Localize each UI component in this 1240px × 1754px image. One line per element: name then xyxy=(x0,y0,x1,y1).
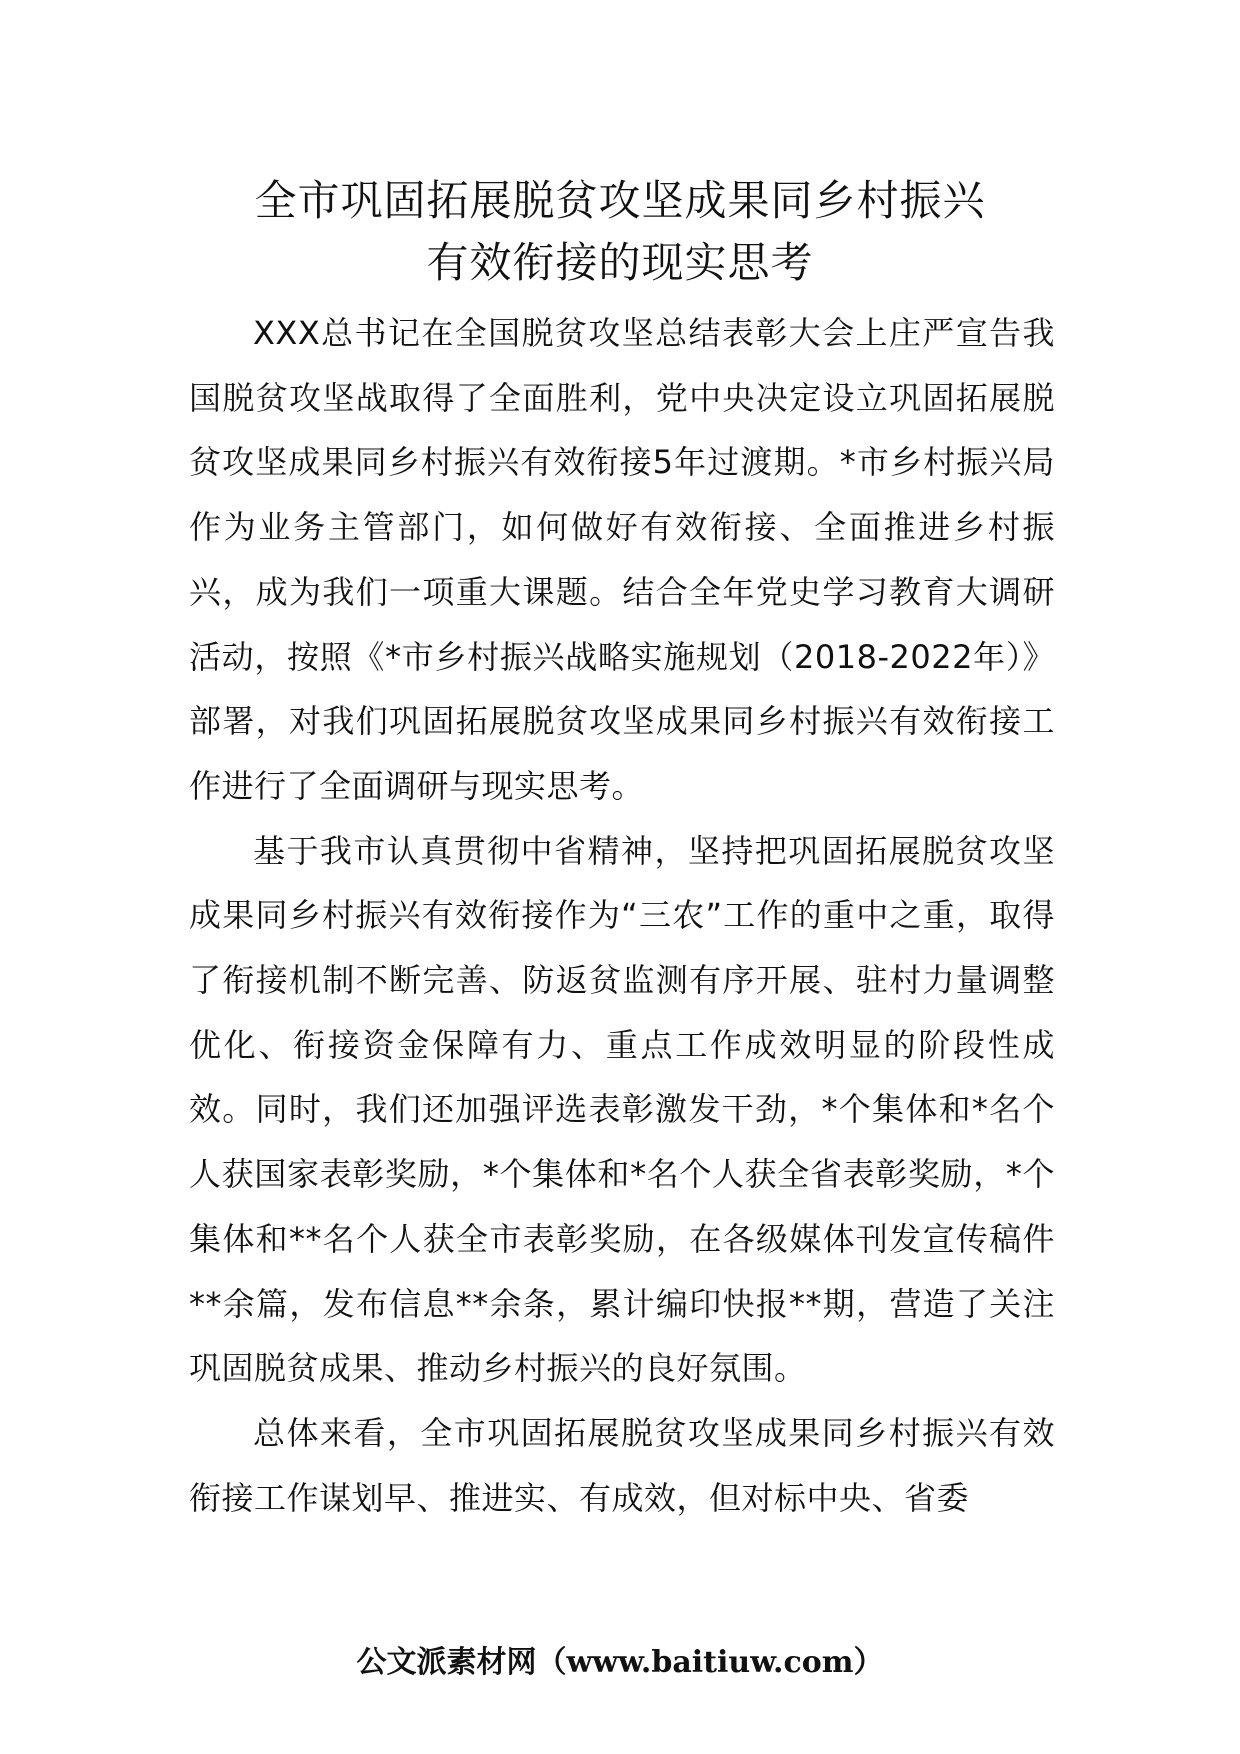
document-title-line-1: 全市巩固拓展脱贫攻坚成果同乡村振兴 xyxy=(254,176,986,225)
document-body xyxy=(189,301,1055,1530)
paragraph-3: 总体来看，全市巩固拓展脱贫攻坚成果同乡村振兴有效衔接工作谋划早、推进实、有成效，但对标中央、省委 xyxy=(189,1413,1055,1517)
footer-watermark-text: 公文派素材网（www.baitiuw.com） xyxy=(356,1645,884,1680)
document-title-line-2: 有效衔接的现实思考 xyxy=(426,238,814,287)
paragraph-2: 基于我市认真贯彻中省精神，坚持把巩固拓展脱贫攻坚成果同乡村振兴有效衔接作为“三农”工作的重中之重，取得了衔接机制不断完善、防返贫监测有序开展、驻村力量调整优化、衔接资金保障有力、重点工作成效明显的阶段性成效。同时，我们还加强评选表彰激发干劲，*个集体和*名个人获国家表彰奖励，*个集体和*名个人获全省表彰奖励，*个集体和**名个人获全市表彰奖励，在各级媒体刊发宣传稿件**余篇，发布信息**余条，累计编印快报**期，营造了关注巩固脱贫成果、推动乡村振兴的良好氛围。 xyxy=(189,831,1055,1388)
paragraph-1: XXX总书记在全国脱贫攻坚总结表彰大会上庄严宣告我国脱贫攻坚战取得了全面胜利，党中央决定设立巩固拓展脱贫攻坚成果同乡村振兴有效衔接5年过渡期。*市乡村振兴局作为业务主管部门，如何做好有效衔接、全面推进乡村振兴，成为我们一项重大课题。结合全年党史学习教育大调研活动，按照《*市乡村振兴战略实施规划（2018-2022年）》部署，对我们巩固拓展脱贫攻坚成果同乡村振兴有效衔接工作进行了全面调研与现实思考。 xyxy=(189,314,1055,805)
